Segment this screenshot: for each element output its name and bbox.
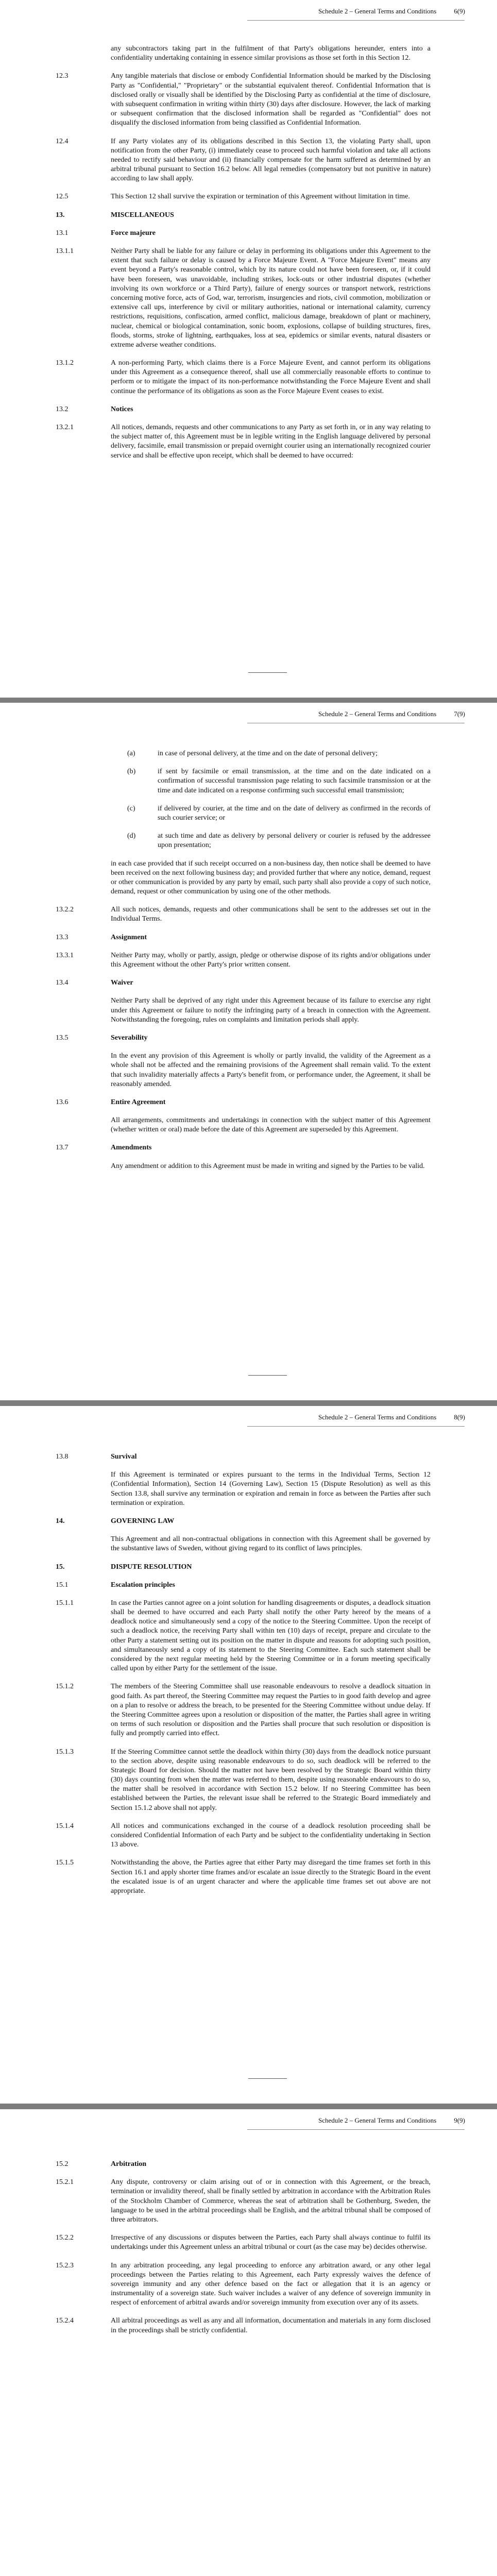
clause-15-2-2: 15.2.2 Irrespective of any discussions or disputes between the Parties, each Party shall always continue to fulfil its undertakings under this Agreement unless an arbitral tribunal or court (as the case may be) decides otherwise. [56,2234,431,2251]
header-rule [247,2129,465,2130]
clause-13-5-text: In the event any provision of this Agreement is wholly or partly invalid, the validity of the Agreement as a whole shall not be affected and the remaining provisions of the Agreement shall remain valid. To the extent that such invalidity materially affects a Party's benefit from, or performance under, the Agreement, it shall be reasonably amended. [111,1052,431,1088]
clause-13-1-2: 13.1.2 A non-performing Party, which claims there is a Force Majeure Event, and cannot perform its obligations under this Agreement as a consequence thereof, shall use all commercially reasonable efforts to continue to perform or to mitigate the impact of its non-performance notwithstanding the Force Majeure Event and shall continue the performance of its obligations as soon as the Force Majeure Event ceases to exist. [56,359,431,395]
page-number: 8(9) [454,1413,465,1421]
page-header [318,1413,465,1421]
page-header [318,710,465,718]
clause-12-3: 12.3 Any tangible materials that disclose or embody Confidential Information should be marked by the Disclosing Party as "Confidential," "Proprietary" or the substantial equivalent thereof. Confidential Information that is disclosed orally or visually shall be identified by the Disclosing Party as confidential at the time of disclosure, with subsequent confirmation in writing within thirty (30) days after disclosure. However, the lack of marking or subsequent confirmation that the disclosed information shall be regarded as "Confidential" does not disqualify the disclosed information from being classified as Confidential Information. [56,72,431,127]
header-title: Schedule 2 – General Terms and Conditions [318,2116,437,2124]
header-title: Schedule 2 – General Terms and Conditions [318,7,437,15]
clause-15-1-heading: 15.1 Escalation principles [56,1581,175,1589]
clause-13-4-text: Neither Party shall be deprived of any right under this Agreement because of its failure to exercise any right under this Agreement or failure to notify the infringing party of a breach in connection with the Agreement. Notwithstanding the foregoing, rules on complaints and limitation periods shall apply. [111,997,431,1024]
delivery-item-b: (b) if sent by facsimile or email transmission, at the time and on the date indicated on a confirmation of successful transmission page relating to such facsimile transmission or at the time and date indicated on a response confirming such successful email transmission; [127,768,431,794]
page-number: 9(9) [454,2116,465,2124]
page-header [318,7,465,15]
clause-13-7-heading: 13.7 Amendments [56,1144,152,1152]
section-14-heading: 14. GOVERNING LAW [56,1517,175,1525]
delivery-item-a: (a) in case of personal delivery, at the time and on the date of personal delivery; [127,750,378,757]
footer-rule [248,1375,287,1376]
clause-15-1-2: 15.1.2 The members of the Steering Committee shall use reasonable endeavours to resolve a deadlock situation in good faith. As part thereof, the Steering Committee may request the Parties to in good faith develop and agree on a plan to resolve or address the breach, to be presented for the Steering Committee without undue delay. If the Steering Committee agrees upon a resolution or disposition of the matter, the Parties shall agree in writing on terms of such resolution or disposition and the Parties shall procure that such resolution or disposition is fully and promptly carried into effect. [56,1683,431,1738]
delivery-item-d: (d) at such time and date as delivery by personal delivery or courier is refused by the addressee upon presentation; [127,832,431,850]
clause-13-1-heading: 13.1 Force majeure [56,229,156,237]
clause-15-1-4: 15.1.4 All notices and communications exchanged in the course of a deadlock resolution proceeding shall be considered Confidential Information of each Party and be subject to the confidentiality undertaking in Section 13 above. [56,1822,431,1849]
clause-12-5: 12.5 This Section 12 shall survive the expiration or termination of this Agreement without limitation in time. [56,193,410,201]
footer-rule [248,2078,287,2079]
clause-15-1-1: 15.1.1 In case the Parties cannot agree on a joint solution for handling disagreements or disputes, a deadlock situation shall be deemed to have occurred and each Party shall notify the other Party hereof by the means of a deadlock notice and simultaneously send a copy of the notice to the Steering Committee. Upon the receipt of such a deadlock notice, the receiving Party shall within ten (10) days of receipt, prepare and circulate to the other Party a statement setting out its position on the matter in dispute and reasons for adopting such position, and simultaneously send a copy of its statement to the Steering Committee. Each such statement shall be considered by the next regular meeting held by the Steering Committee or in a forum meeting specifically called upon by either Party for the settlement of the issue. [56,1599,431,1673]
continued-paragraph: any subcontractors taking part in the fulfilment of that Party's obligations hereunder, enters into a confidentiality undertaking containing in essence similar provisions as those set forth in this Section 12. [111,45,431,62]
clause-13-2-2: 13.2.2 All such notices, demands, requests and other communications shall be sent to the addresses set out in the Individual Terms. [56,906,431,923]
clause-15-2-3: 15.2.3 In any arbitration proceeding, any legal proceeding to enforce any arbitration award, or any other legal proceedings between the Parties relating to this Agreement, each Party expressly waives the defence of sovereign immunity and any other defence based on the fact or allegation that it is an agency or instrumentality of a sovereign state. Such waiver includes a waiver of any defence of sovereign immunity in respect of enforcement of arbitral awards and/or sovereign immunity from execution over any of its assets. [56,2261,431,2307]
section-13-heading: 13. MISCELLANEOUS [56,211,174,219]
clause-13-5-heading: 13.5 Severability [56,1033,148,1042]
clause-13-1-1: 13.1.1 Neither Party shall be liable for any failure or delay in performing its obligations under this Agreement to the extent that such failure or delay is caused by a Force Majeure Event. A "Force Majeure Event" means any event beyond a Party's reasonable control, which by its nature could not have been foreseen, or, if it could have been foreseen, was unavoidable, including strikes, lock-outs or other industrial disputes (whether involving its own workforce or a Third Party), failure of energy sources or transport network, restrictions concerning motive force, acts of God, war, terrorism, insurgencies and riots, civil commotion, mobilization or extensive call ups, interference by civil or military authorities, national or international calamity, currency restrictions, requisitions, confiscation, armed conflict, malicious damage, breakdown of plant or machinery, nuclear, chemical or biological contamination, sonic boom, explosions, collapse of building structures, fires, floods, storms, stroke of lightning, earthquakes, loss at sea, epidemics or similar events, natural disasters or extreme adverse weather conditions. [56,247,431,349]
page-body [56,44,431,469]
header-title: Schedule 2 – General Terms and Conditions [318,1413,437,1421]
page-number: 7(9) [454,710,465,718]
page-number: 6(9) [454,7,465,15]
section-15-heading: 15. DISPUTE RESOLUTION [56,1563,192,1571]
page-7 [0,703,497,1400]
clause-13-3-heading: 13.3 Assignment [56,933,147,941]
clause-13-6-heading: 13.6 Entire Agreement [56,1098,166,1106]
clause-12-4: 12.4 If any Party violates any of its obligations described in this Section 13, the violating Party shall, upon notification from the other Party, (i) immediately cease to proceed such harmful violation and take all actions needed to rectify said behaviour and (ii) financially compensate for the harm suffered as determined by an arbitral tribunal pursuant to Section 16.2 below. All legal remedies (compensatory but not punitive in nature) according to law shall apply. [56,137,431,183]
page-body [56,1452,431,1905]
page-9 [0,2109,497,2576]
header-rule [247,1426,465,1427]
clause-13-4-heading: 13.4 Waiver [56,979,133,987]
clause-13-2-heading: 13.2 Notices [56,405,133,413]
clause-13-8-heading: 13.8 Survival [56,1453,137,1461]
clause-13-7-text: Any amendment or addition to this Agreement must be made in writing and signed by the Parties to be valid. [111,1162,425,1170]
page-header [318,2116,465,2125]
section-14-text: This Agreement and all non-contractual obligations in connection with this Agreement shall be governed by the substantive laws of Sweden, without giving regard to its conflict of laws principles. [111,1535,431,1553]
clause-13-2-1: 13.2.1 All notices, demands, requests and other communications to any Party as set forth in, or in any way relating to the subject matter of, this Agreement must be in legible writing in the English language delivered by personal delivery, facsimile, email transmission or prepaid overnight courier using an internationally recognized courier service and shall be effective upon receipt, which shall be deemed to have occurred: [56,423,431,460]
clause-13-6-text: All arrangements, commitments and undertakings in connection with the subject matter of this Agreement (whether written or oral) made before the date of this Agreement are superseded by this Agreement. [111,1116,431,1134]
page-6 [0,0,497,698]
footer-rule [248,672,287,673]
clause-15-1-5: 15.1.5 Notwithstanding the above, the Parties agree that either Party may disregard the time frames set forth in this Section 16.1 and apply shorter time frames and/or escalate an issue directly to the Strategic Board in the event the escalated issue is of an urgent character and where the applicable time frames set out above are not appropriate. [56,1859,431,1895]
clause-15-2-4: 15.2.4 All arbitral proceedings as well as any and all information, documentation and materials in any form disclosed in the proceedings shall be strictly confidential. [56,2317,431,2334]
header-rule [247,20,465,21]
clause-15-2-heading: 15.2 Arbitration [56,2160,147,2168]
clause-15-2-1: 15.2.1 Any dispute, controversy or claim arising out of or in connection with this Agreement, or the breach, termination or invalidity thereof, shall be finally settled by arbitration in accordance with the Arbitration Rules of the Stockholm Chamber of Commerce, whereas the seat of arbitration shall be Gothenburg, Sweden, the language to be used in the arbitral proceedings shall be English, and the arbitral tribunal shall be composed of three arbitrators. [56,2178,431,2224]
page-8 [0,1406,497,2104]
page-body [56,2160,431,2344]
clause-13-8-text: If this Agreement is terminated or expires pursuant to the terms in the Individual Terms, Section 12 (Confidential Information), Section 14 (Governing Law), Section 15 (Dispute Resolution) as well as this Section 13.8, shall survive any termination or expiration and remain in force as between the Parties after such termination or expiration. [111,1471,431,1507]
delivery-proviso: in each case provided that if such receipt occurred on a non-business day, then notice shall be deemed to have been received on the next following business day; and provided further that where any notice, demand, request or other communication is provided by any party by email, such party shall also provide a copy of such notice, demand, request or other communication by using one of the other methods. [111,859,431,896]
clause-15-1-3: 15.1.3 If the Steering Committee cannot settle the deadlock within thirty (30) days from the deadlock notice pursuant to the section above, despite using reasonable endeavours to do so, such deadlock will be referred to the Strategic Board for decision. Should the matter not have been resolved by the Strategic Board within thirty (30) days counting from when the matter was referred to them, despite using reasonable endeavours to do so, the matter shall be resolved in accordance with Section 15.2 below. If no Steering Committee has been established between the Parties, the relevant issue shall be referred to the Strategic Board immediately and Section 15.1.2 above shall not apply. [56,1748,431,1812]
page-body [56,749,431,1180]
header-title: Schedule 2 – General Terms and Conditions [318,710,437,718]
clause-13-3-1: 13.3.1 Neither Party may, wholly or partly, assign, pledge or otherwise dispose of its rights and/or obligations under this Agreement without the other Party's prior written consent. [56,951,431,969]
delivery-item-c: (c) if delivered by courier, at the time and on the date of delivery as confirmed in the records of such courier service; or [127,804,431,822]
